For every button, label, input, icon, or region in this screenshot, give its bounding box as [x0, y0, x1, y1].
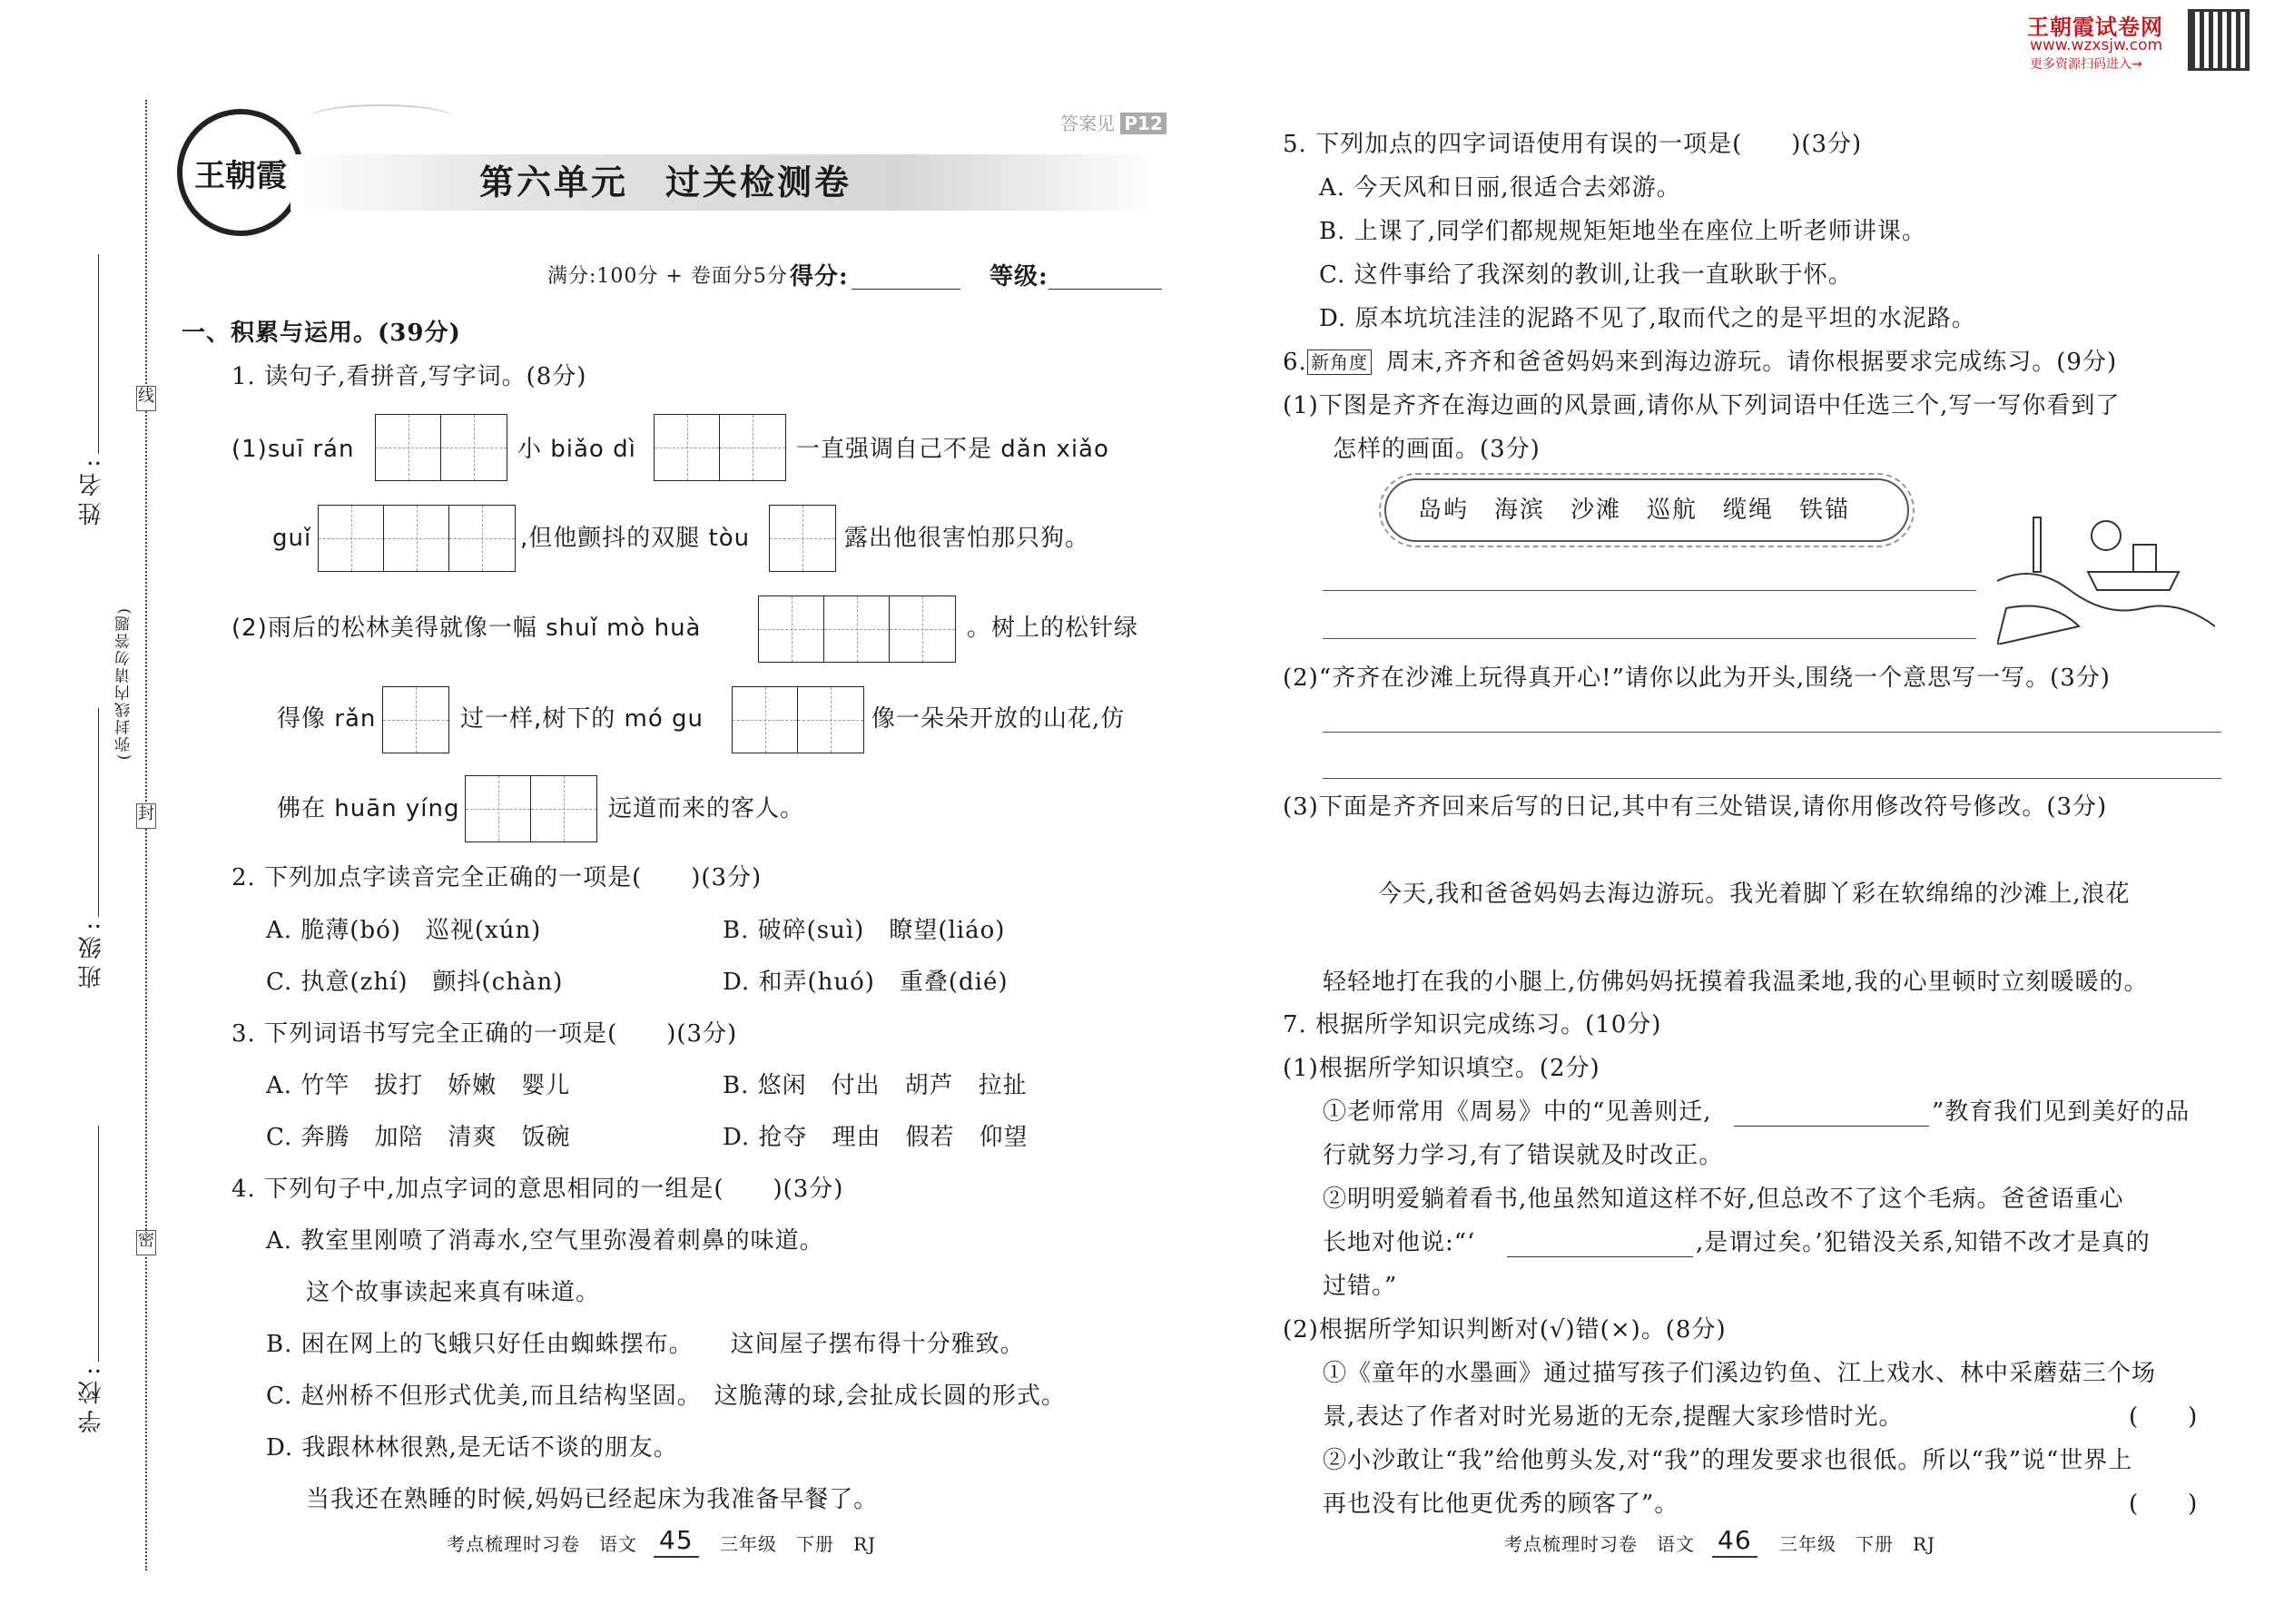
class-field[interactable] — [98, 708, 99, 917]
q7-item1-a: ①老师常用《周易》中的“见善则迁, — [1323, 1098, 1712, 1126]
q7-item2-c: ,是谓过矣。’犯错没关系,知错不改才是真的 — [1696, 1229, 2151, 1256]
answer-grid[interactable] — [654, 414, 786, 481]
q1-line2-b: ,但他颤抖的双腿 tòu — [520, 525, 751, 552]
answer-line[interactable] — [1323, 732, 2221, 733]
fill-blank-1[interactable] — [1734, 1126, 1929, 1127]
logo-text: 王朝霞 — [194, 157, 287, 194]
right-footer-grade: 三年级 下册 RJ — [1779, 1533, 1936, 1555]
q4-option-a1[interactable]: A. 教室里刚喷了消毒水,空气里弥漫着刺鼻的味道。 — [266, 1227, 824, 1255]
q1-line1-c: 一直强调自己不是 dǎn xiǎo — [796, 436, 1109, 463]
seaside-drawing-image — [1997, 490, 2215, 645]
q7-judge1-a: ①《童年的水墨画》通过描写孩子们溪边钓鱼、江上戏水、林中采蘑菇三个场 — [1323, 1360, 2157, 1387]
grade-field[interactable] — [1049, 289, 1162, 290]
diary-line1: 今天,我和爸爸妈妈去海边游玩。我光着脚丫彩在软绵绵的沙滩上,浪花 — [1378, 881, 2131, 908]
judge-paren[interactable]: ( ) — [2129, 1491, 2199, 1518]
section1-heading: 一、积累与运用。(39分) — [182, 320, 461, 347]
q1-line2-c: 露出他很害怕那只狗。 — [844, 525, 1090, 552]
answer-line[interactable] — [1323, 638, 1976, 639]
q1-line1-a: (1)suī rán — [231, 436, 355, 463]
q1-line4-b: 过一样,树下的 mó gu — [460, 705, 704, 733]
q7-part1: (1)根据所学知识填空。(2分) — [1283, 1055, 1600, 1082]
q6-part1-b: 怎样的画面。(3分) — [1333, 436, 1541, 463]
q6-part3: (3)下面是齐齐回来后写的日记,其中有三处错误,请你用修改符号修改。(3分) — [1283, 793, 2108, 821]
logo-badge — [177, 109, 304, 236]
page-title: 第六单元 过关检测卷 — [479, 162, 852, 202]
q4-option-a2: 这个故事读起来真有味道。 — [306, 1279, 601, 1306]
q7-judge2-b: 再也没有比他更优秀的顾客了”。 — [1323, 1491, 1679, 1518]
q1-line5-a: 佛在 huān yíng — [277, 795, 460, 822]
answer-grid[interactable] — [375, 414, 507, 481]
score-label: 得分: — [790, 263, 849, 290]
q7-item1-b: ”教育我们见到美好的品 — [1932, 1098, 2191, 1126]
left-footer-book: 考点梳理时习卷 语文 — [447, 1533, 637, 1555]
q1-line4-a: 得像 rǎn — [277, 705, 377, 733]
right-page-number: 46 — [1712, 1525, 1757, 1558]
diary-line2: 轻轻地打在我的小腿上,仿佛妈妈抚摸着我温柔地,我的心里顿时立刻暖暖的。 — [1323, 969, 2149, 996]
class-label: 班级: — [78, 917, 105, 989]
binding-note: (弥封线内请勿答题) — [115, 606, 133, 761]
q3-option-b[interactable]: B. 悠闲 付出 胡芦 拉扯 — [723, 1072, 1028, 1099]
q2-option-c[interactable]: C. 执意(zhí) 颤抖(chàn) — [266, 969, 564, 996]
q4-option-d1[interactable]: D. 我跟林林很熟,是无话不谈的朋友。 — [266, 1434, 678, 1462]
word-list: 岛屿 海滨 沙滩 巡航 缆绳 铁锚 — [1418, 497, 1851, 524]
q2-option-a[interactable]: A. 脆薄(bó) 巡视(xún) — [266, 917, 542, 944]
left-page-number: 45 — [654, 1525, 699, 1558]
q7-judge1-b: 景,表达了作者对时光易逝的无奈,提醒大家珍惜时光。 — [1323, 1403, 1904, 1431]
q4-option-b[interactable]: B. 困在网上的飞蛾只好任由蜘蛛摆布。 这间屋子摆布得十分雅致。 — [266, 1331, 1025, 1358]
qr-code-icon[interactable] — [2188, 9, 2250, 71]
q2-title: 2. 下列加点字读音完全正确的一项是( )(3分) — [231, 864, 763, 891]
q6-part1-a: (1)下图是齐齐在海边画的风景画,请你从下列词语中任选三个,写一写你看到了 — [1283, 392, 2121, 419]
q4-title: 4. 下列句子中,加点字词的意思相同的一组是( )(3分) — [231, 1176, 844, 1203]
q7-judge2-a: ②小沙敢让“我”给他剪头发,对“我”的理发要求也很低。所以“我”说“世界上 — [1323, 1447, 2133, 1474]
q2-option-b[interactable]: B. 破碎(suì) 瞭望(liáo) — [723, 917, 1006, 944]
q1-line2-a: guǐ — [272, 525, 312, 552]
right-footer-book: 考点梳理时习卷 语文 — [1504, 1533, 1695, 1555]
q6-title: 周末,齐齐和爸爸妈妈来到海边游玩。请你根据要求完成练习。(9分) — [1386, 349, 2118, 376]
answer-ref — [1060, 109, 1167, 135]
answer-ref-label: 答案见 — [1060, 113, 1115, 134]
q1-line3-a: (2)雨后的松林美得就像一幅 shuǐ mò huà — [231, 615, 702, 642]
mark-line: 线 — [136, 386, 156, 411]
answer-line[interactable] — [1323, 778, 2221, 779]
q7-title: 7. 根据所学知识完成练习。(10分) — [1283, 1011, 1662, 1038]
fill-blank-2[interactable] — [1507, 1256, 1693, 1257]
name-field[interactable] — [98, 254, 99, 454]
answer-grid[interactable] — [732, 686, 864, 753]
school-label: 学校: — [78, 1362, 105, 1433]
q3-option-d[interactable]: D. 抢夺 理由 假若 仰望 — [723, 1124, 1029, 1151]
q7-item1-c: 行就努力学习,有了错误就及时改正。 — [1323, 1142, 1724, 1169]
answer-grid[interactable] — [758, 595, 956, 663]
q3-option-a[interactable]: A. 竹竿 拔打 娇嫩 婴儿 — [266, 1072, 571, 1099]
answer-line[interactable] — [1323, 590, 1976, 591]
q7-item2-d: 过错。” — [1323, 1273, 1398, 1300]
mark-seal: 封 — [136, 803, 156, 829]
ribbon-decoration — [309, 104, 454, 132]
q5-option-a[interactable]: A. 今天风和日丽,很适合去郊游。 — [1319, 174, 1681, 202]
name-label: 姓名: — [78, 454, 105, 526]
q7-part2: (2)根据所学知识判断对(√)错(×)。(8分) — [1283, 1316, 1727, 1343]
score-full: 满分:100分 + 卷面分5分 — [547, 265, 788, 288]
answer-grid[interactable] — [382, 686, 449, 753]
judge-paren[interactable]: ( ) — [2129, 1403, 2199, 1431]
school-field[interactable] — [98, 1126, 99, 1362]
answer-ref-page: P12 — [1120, 113, 1167, 134]
answer-grid[interactable] — [318, 505, 516, 572]
mark-secret: 密 — [136, 1230, 156, 1255]
answer-grid[interactable] — [465, 775, 597, 842]
q6-number: 6. — [1283, 349, 1307, 376]
q5-option-c[interactable]: C. 这件事给了我深刻的教训,让我一直耿耿于怀。 — [1319, 261, 1853, 289]
answer-grid[interactable] — [769, 505, 836, 572]
left-footer-grade: 三年级 下册 RJ — [720, 1533, 877, 1555]
q3-title: 3. 下列词语书写完全正确的一项是( )(3分) — [231, 1020, 738, 1048]
q1-title: 1. 读句子,看拼音,写字词。(8分) — [231, 363, 587, 390]
q4-option-c[interactable]: C. 赵州桥不但形式优美,而且结构坚固。 这脆薄的球,会扯成长圆的形式。 — [266, 1383, 1067, 1410]
q2-option-d[interactable]: D. 和弄(huó) 重叠(dié) — [723, 969, 1009, 996]
q6-part2: (2)“齐齐在沙滩上玩得真开心!”请你以此为开头,围绕一个意思写一写。(3分) — [1283, 664, 2111, 692]
q7-item2-b: 长地对他说:“‘ — [1323, 1229, 1476, 1256]
q5-title: 5. 下列加点的四字词语使用有误的一项是( )(3分) — [1283, 131, 1863, 158]
q6-tag: 新角度 — [1307, 349, 1372, 375]
q1-line5-b: 远道而来的客人。 — [608, 795, 805, 822]
q1-line4-c: 像一朵朵开放的山花,仿 — [871, 705, 1126, 733]
watermark-url: www.wzxsjw.com — [2030, 36, 2163, 54]
q7-item2-a: ②明明爱躺着看书,他虽然知道这样不好,但总改不了这个毛病。爸爸语重心 — [1323, 1186, 2124, 1213]
grade-label: 等级: — [989, 263, 1049, 290]
watermark-tip: 更多资源扫码进入→ — [2030, 57, 2142, 72]
q3-option-c[interactable]: C. 奔腾 加陪 清爽 饭碗 — [266, 1124, 571, 1151]
q5-option-d[interactable]: D. 原本坑坑洼洼的泥路不见了,取而代之的是平坦的水泥路。 — [1319, 305, 1976, 332]
watermark-brand: 王朝霞试卷网 — [2027, 15, 2163, 40]
q1-line3-b: 。树上的松针绿 — [967, 615, 1139, 642]
score-field[interactable] — [852, 289, 960, 290]
q5-option-b[interactable]: B. 上课了,同学们都规规矩矩地坐在座位上听老师讲课。 — [1319, 218, 1926, 245]
binding-dotted-line — [145, 100, 147, 1570]
q4-option-d2: 当我还在熟睡的时候,妈妈已经起床为我准备早餐了。 — [306, 1486, 879, 1513]
q1-line1-b: 小 biǎo dì — [517, 436, 636, 463]
